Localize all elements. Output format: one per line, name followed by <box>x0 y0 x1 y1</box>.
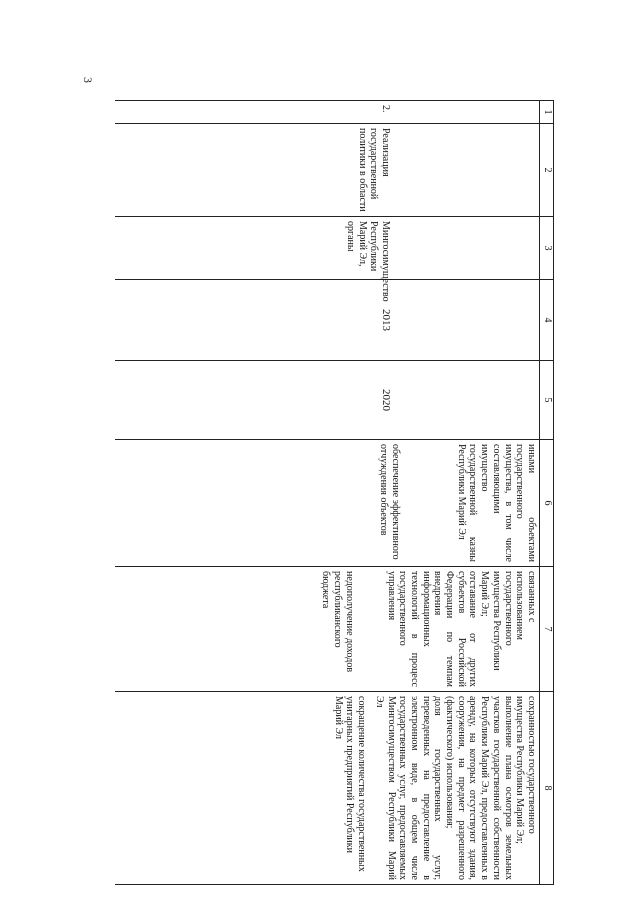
indicators-text-2: выполнение плана осмотров земельных участков государственной собственности Республики Марий Эл, предоставленных в аренду, на которых отсутствуют здания, сооружения, на предмет разрешенного (фактического) использования; <box>444 696 514 880</box>
indicators-text-3: доля государственных услуг, переведенных на предоставление в электронном виде, в общем числе государственных услуг, предоставляемых Мингосимуществом Республики Марий Эл <box>373 696 444 880</box>
col-header-5: 5 <box>540 361 554 440</box>
program-table <box>116 100 555 885</box>
rotated-table-area <box>114 100 554 880</box>
executor-cell <box>116 217 540 302</box>
executor: Мингосимущество Республики Марий Эл, органы <box>344 221 391 302</box>
measure-name-cell <box>116 124 540 217</box>
end-year: 2020 <box>380 389 392 411</box>
indicators-cell <box>116 692 540 885</box>
direct-result-text-1: иными объектами государственного имущества, в том числе составляющими имущество государственной казны Республики Марий Эл <box>455 444 537 562</box>
consequences-text-2: отставание от других субъектов Российской Федерации по темпам внедрения информационных технологий в процесс государственного управления <box>385 571 479 687</box>
consequences-cell <box>116 567 540 692</box>
indicators-text-4: сокращение количества государственных унитарных предприятий Республики Марий Эл <box>332 696 368 872</box>
consequences-text-3: недополучение доходов республиканского бюджета <box>320 571 355 673</box>
indicators-text-1: сохранностью государственного имущества Республики Марий Эл; <box>514 696 537 844</box>
end-year-cell <box>116 361 540 440</box>
direct-result-cell <box>116 440 540 567</box>
col-header-2: 2 <box>540 124 554 217</box>
col-header-3: 3 <box>540 217 554 280</box>
page-number: 3 <box>81 77 95 83</box>
table-row <box>116 101 540 885</box>
start-year: 2013 <box>380 309 392 331</box>
row-number: 2. <box>380 105 391 113</box>
header-row <box>540 101 554 885</box>
start-year-cell <box>116 280 540 361</box>
col-header-1: 1 <box>540 101 554 124</box>
col-header-4: 4 <box>540 280 554 361</box>
row-number-cell <box>116 101 540 124</box>
col-header-8: 8 <box>540 692 554 885</box>
consequences-text-1: связанных с использованием государственного имущества Республики Марий Эл; <box>479 571 537 671</box>
col-header-7: 7 <box>540 567 554 692</box>
col-header-6: 6 <box>540 440 554 567</box>
direct-result-text-2: обеспечение эффективного отчуждения объектов <box>378 444 402 560</box>
measure-name: Реализация государственной политики в области <box>356 128 391 212</box>
